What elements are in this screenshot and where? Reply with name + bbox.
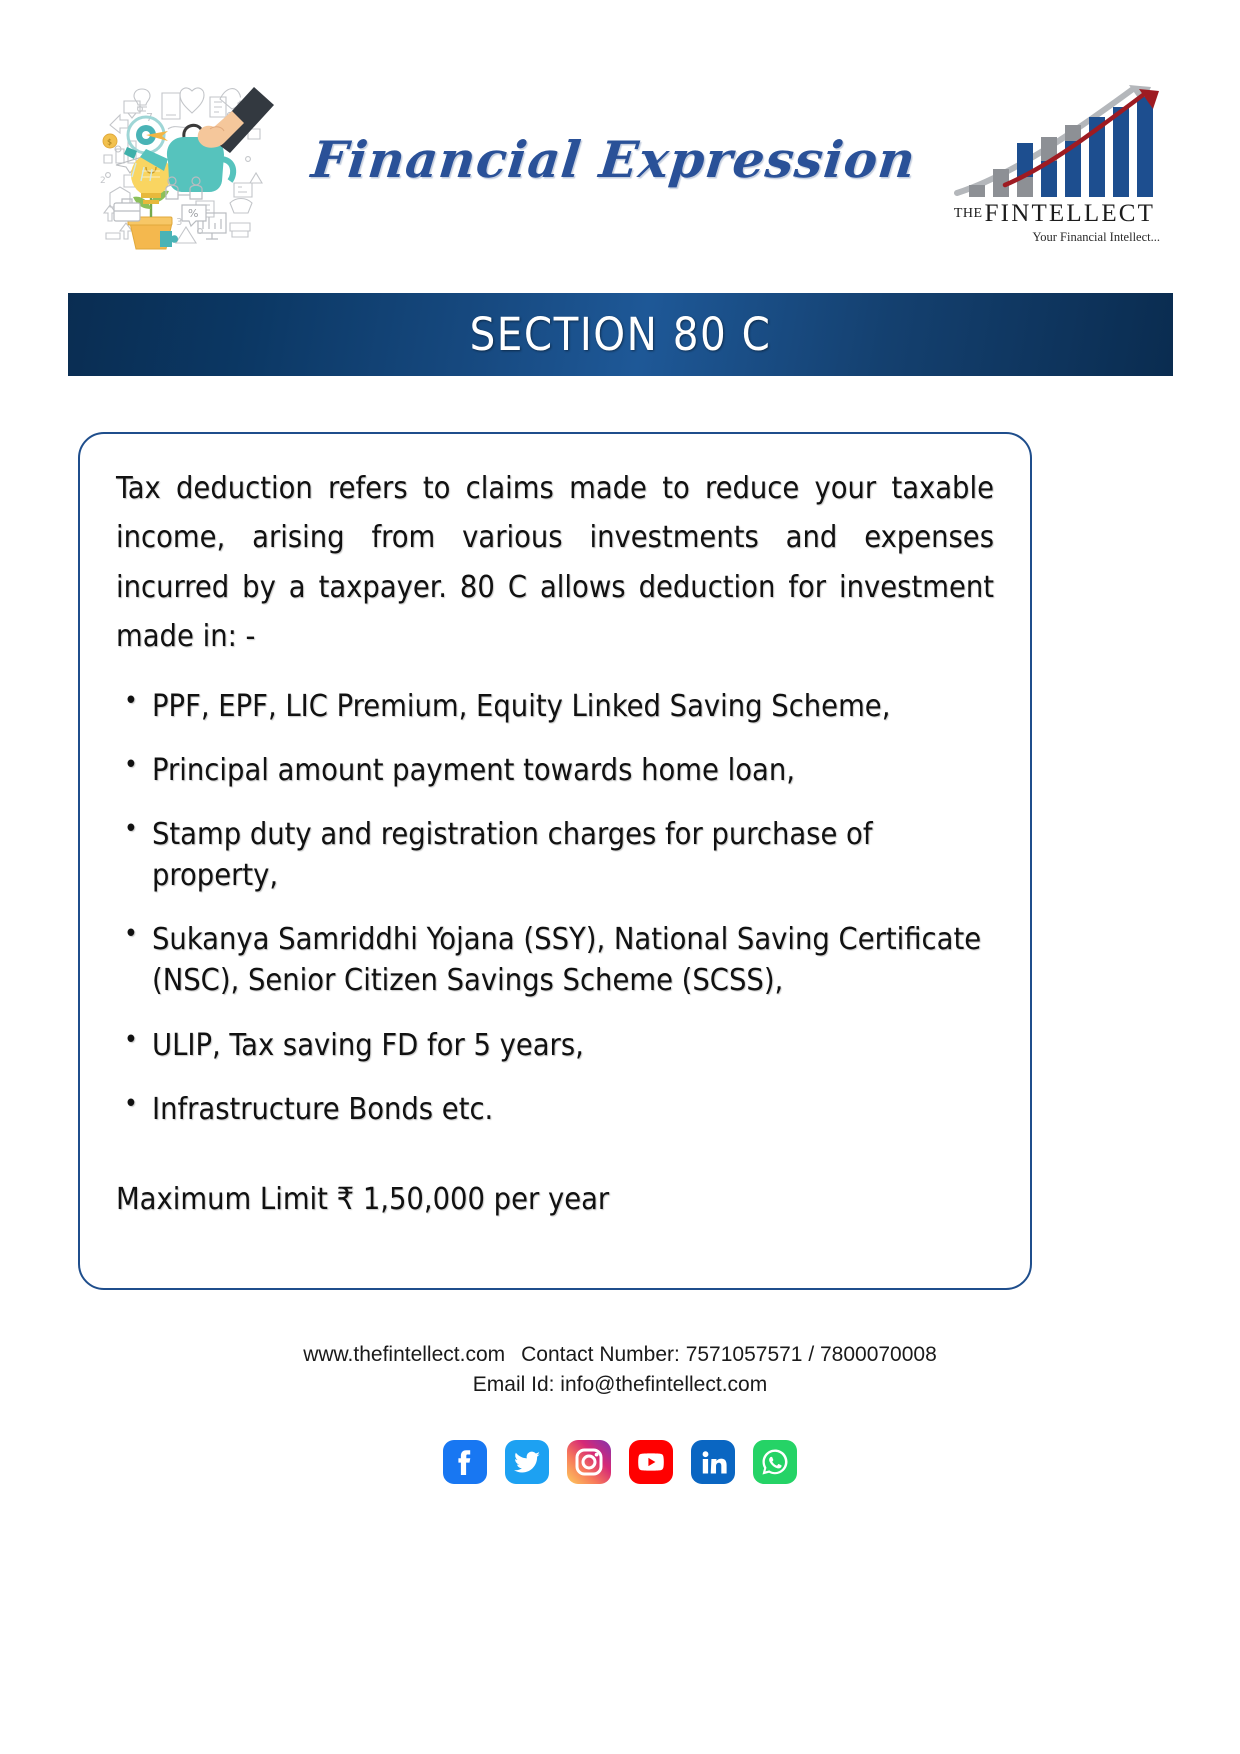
list-item: • Infrastructure Bonds etc. <box>116 1089 994 1130</box>
list-item: • Stamp duty and registration charges for purchase of property, <box>116 814 994 896</box>
deduction-list <box>116 686 994 1130</box>
svg-text:$: $ <box>107 137 113 146</box>
svg-text:2: 2 <box>100 175 106 186</box>
intro-paragraph: Tax deduction refers to claims made to reduce your taxable income, arising from various investments and expenses incurred by a taxpayer. 80 C allows deduction for investment made in: - <box>116 471 994 655</box>
contact-number-text: Contact Number: 7571057571 / 7800070008 <box>521 1343 937 1366</box>
fintellect-wordmark <box>947 201 1162 226</box>
financial-growth-illustration <box>80 63 280 263</box>
svg-text:3: 3 <box>176 216 183 228</box>
fintellect-the-text: THE <box>953 205 983 221</box>
fintellect-logo <box>947 81 1162 245</box>
fintellect-name-text: FINTELLECT <box>984 199 1156 227</box>
fintellect-bar-chart-graphic <box>947 81 1162 201</box>
svg-text:%: % <box>188 206 199 220</box>
section-banner <box>68 293 1173 376</box>
linkedin-icon[interactable] <box>691 1440 735 1484</box>
page-title: Financial Expression <box>308 130 919 189</box>
page-header <box>70 55 1170 270</box>
maximum-limit-text: Maximum Limit ₹ 1,50,000 per year <box>116 1182 610 1217</box>
content-card <box>78 432 1032 1290</box>
instagram-icon[interactable] <box>567 1440 611 1484</box>
twitter-icon[interactable] <box>505 1440 549 1484</box>
footer-email-line[interactable]: Email Id: info@thefintellect.com <box>472 1373 768 1397</box>
facebook-icon[interactable] <box>443 1440 487 1484</box>
whatsapp-icon[interactable] <box>753 1440 797 1484</box>
list-item: • ULIP, Tax saving FD for 5 years, <box>116 1025 994 1066</box>
youtube-icon[interactable] <box>629 1440 673 1484</box>
list-item: • PPF, EPF, LIC Premium, Equity Linked Saving Scheme, <box>116 686 994 727</box>
website-link[interactable]: www.thefintellect.com <box>303 1343 506 1366</box>
section-banner-title: SECTION 80 C <box>469 308 772 361</box>
list-item: • Sukanya Samriddhi Yojana (SSY), National Saving Certificate (NSC), Senior Citizen Savings Scheme (SCSS), <box>116 919 994 1001</box>
footer-contact-line <box>0 1340 1240 1370</box>
svg-text:7: 7 <box>146 110 153 124</box>
social-links <box>0 1440 1240 1484</box>
list-item: • Principal amount payment towards home loan, <box>116 750 994 791</box>
page-footer <box>0 1340 1240 1401</box>
fintellect-tagline: Your Financial Intellect... <box>1032 229 1160 244</box>
